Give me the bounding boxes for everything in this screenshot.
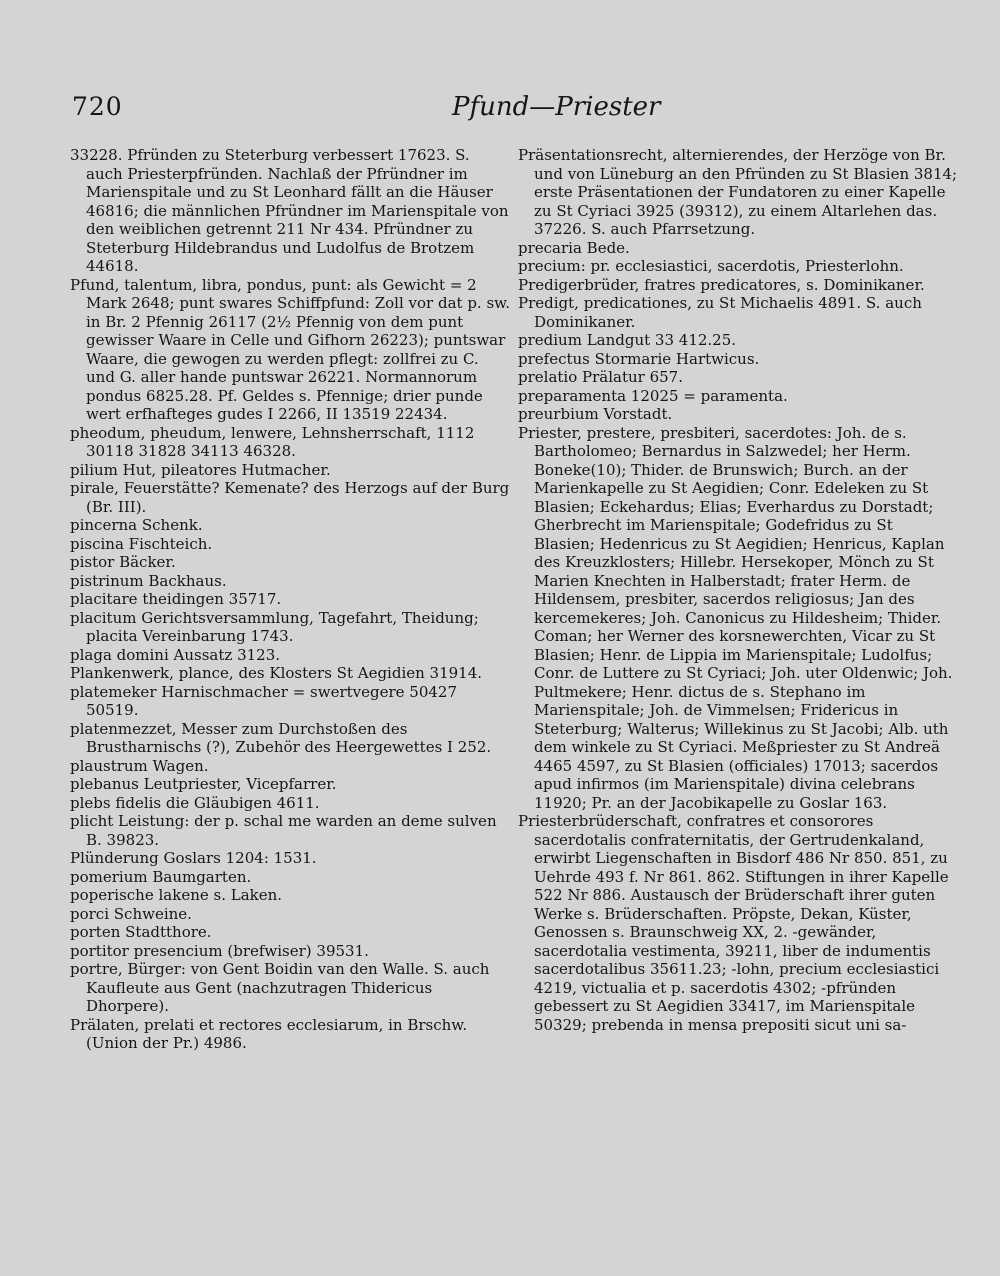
index-entry: Plünderung Goslars 1204: 1531. [70,849,317,867]
index-entry: precium: pr. ecclesiastici, sacerdotis, Priesterlohn. [518,257,904,275]
right-column [518,146,958,1034]
index-entry: platemeker Harnischmacher = swertvegere 50427 50519. [70,682,458,719]
index-entry: pistrinum Backhaus. [70,571,227,590]
index-entry: plicht Leistung: der p. schal me warden an deme sulven B. 39823. [70,812,497,849]
index-entry: pincerna Schenk. [70,516,203,534]
index-entry: plebanus Leutpriester, Vicepfarrer. [70,775,337,793]
index-entry: prelatio Prälatur 657. [518,368,683,386]
index-entry: pilium Hut, pileatores Hutmacher. [70,460,331,479]
index-entry: platenmezzet, Messer zum Durchstoßen des Brustharnischs (?), Zubehör des Heergewettes I 252. [70,719,492,756]
index-entry: pheodum, pheudum, lenwere, Lehnsherrschaft, 1112 30118 31828 34113 46328. [70,423,475,460]
index-entry: plaga domini Aussatz 3123. [70,645,281,664]
index-entry: Pfund, talentum, libra, pondus, punt: als Gewicht = 2 Mark 2648; punt swares Schiffpfund: Zoll vor dat p. sw. in Br. 2 Pfennig 26117 (2½ Pfennig von dem punt gewisser Waare in Celle und Gifhorn 26223); puntswar Waare, die gewogen zu werden pflegt: zollfrei zu C. und G. aller hande puntswar 26221. Normannorum pondus 6825.28. Pf. Geldes s. Pfennige; drier punde wert erfhafteges gudes I 2266, II 13519 22434. [70,275,510,423]
index-entry: porten Stadtthore. [70,923,212,941]
index-entry: 33228. Pfründen zu Steterburg verbessert 17623. S. auch Priesterpfründen. Nachlaß der Pfründner im Marienspitale und zu St Leonhard fällt an die Häuser 46816; die männlichen Pfründner im Marienspitale von den weiblichen getrennt 211 Nr 434. Pfründner zu Steterburg Hildebrandus und Ludolfus de Brotzem 44618. [70,146,509,275]
index-entry: prefectus Stormarie Hartwicus. [518,349,760,368]
index-entry: poperische lakene s. Laken. [70,886,283,904]
index-entry: predium Landgut 33 412.25. [518,331,737,349]
index-entry: Plankenwerk, plance, des Klosters St Aegidien 31914. [70,664,483,682]
index-entry: pistor Bäcker. [70,553,176,571]
index-entry: plaustrum Wagen. [70,756,209,775]
index-entry: preparamenta 12025 = paramenta. [518,386,788,405]
index-entry: porci Schweine. [70,904,192,923]
index-entry: piscina Fischteich. [70,534,213,553]
index-entry: pirale, Feuerstätte? Kemenate? des Herzogs auf der Burg (Br. III). [70,479,510,516]
index-entry: plebs fidelis die Gläubigen 4611. [70,793,320,812]
index-entry: portre, Bürger: von Gent Boidin van den Walle. S. auch Kaufleute aus Gent (nachzutragen Thidericus Dhorpere). [70,960,490,1015]
page-number: 720 [72,92,123,121]
index-entry: pomerium Baumgarten. [70,867,252,886]
index-entry: Predigerbrüder, fratres predicatores, s. Dominikaner. [518,275,925,294]
index-entry: precaria Bede. [518,238,630,257]
index-entry: Prälaten, prelati et rectores ecclesiarum, in Brschw. (Union der Pr.) 4986. [70,1015,468,1052]
index-entry: placitare theidingen 35717. [70,590,282,608]
index-entry: Predigt, predicationes, zu St Michaelis 4891. S. auch Dominikaner. [518,294,922,331]
index-entry: Präsentationsrecht, alternierendes, der Herzöge von Br. und von Lüneburg an den Pfründen zu St Blasien 3814; erste Präsentationen der Fundatoren zu einer Kapelle zu St Cyriaci 3925 (39312), zu einem Altarlehen das. 37226. S. auch Pfarrsetzung. [518,146,958,238]
running-head: Pfund—Priester [452,92,661,122]
index-entry: Priester, prestere, presbiteri, sacerdotes: Joh. de s. Bartholomeo; Bernardus in Salzwedel; her Herm. Boneke(10); Thider. de Brunswich; Burch. an der Marienkapelle zu St Aegidien; Conr. Edeleken zu St Blasien; Eckehardus; Elias; Everhardus zu Dorstadt; Gherbrecht im Marienspitale; Godefridus zu St Blasien; Hedenricus zu St Aegidien; Henricus, Kaplan des Kreuzklosters; Hillebr. Hersekoper, Mönch zu St Marien Knechten in Halberstadt; frater Herm. de Hildensem, presbiter, sacerdos religiosus; Jan des kercemekeres; Joh. Canonicus zu Hildesheim; Thider. Coman; her Werner des korsnewerchten, Vicar zu St Blasien; Henr. de Lippia im Marienspitale; Ludolfus; Conr. de Luttere zu St Cyriaci; Joh. uter Oldenwic; Joh. Pultmekere; Henr. dictus de s. Stephano im Marienspitale; Joh. de Vimmelsen; Fridericus in Steterburg; Walterus; Willekinus zu St Jacobi; Alb. uth dem winkele zu St Cyriaci. Meßpriester zu St Andreä 4465 4597, zu St Blasien (officiales) 17013; sacerdos apud infirmos (im Marienspitale) divina celebrans 11920; Pr. an der Jacobikapelle zu Goslar 163. [518,423,953,812]
index-entry: portitor presencium (brefwiser) 39531. [70,941,369,960]
index-entry: placitum Gerichtsversammlung, Tagefahrt, Theidung; placita Vereinbarung 1743. [70,608,479,645]
left-column [70,146,510,1053]
index-entry: preurbium Vorstadt. [518,405,673,423]
index-entry: Priesterbrüderschaft, confratres et consorores sacerdotalis confraternitatis, der Gertrudenkaland, erwirbt Liegenschaften in Bisdorf 486 Nr 850. 851, zu Uehrde 493 f. Nr 861. 862. Stiftungen in ihrer Kapelle 522 Nr 886. Austausch der Brüderschaft ihrer guten Werke s. Brüderschaften. Pröpste, Dekan, Küster, Genossen s. Braunschweig XX, 2. -gewänder, sacerdotalia vestimenta, 39211, liber de indumentis sacerdotalibus 35611.23; -lohn, precium ecclesiastici 4219, victualia et p. sacerdotis 4302; -pfründen gebessert zu St Aegidien 33417, im Marienspitale 50329; prebenda in mensa prepositi sicut uni sa- [518,812,949,1034]
